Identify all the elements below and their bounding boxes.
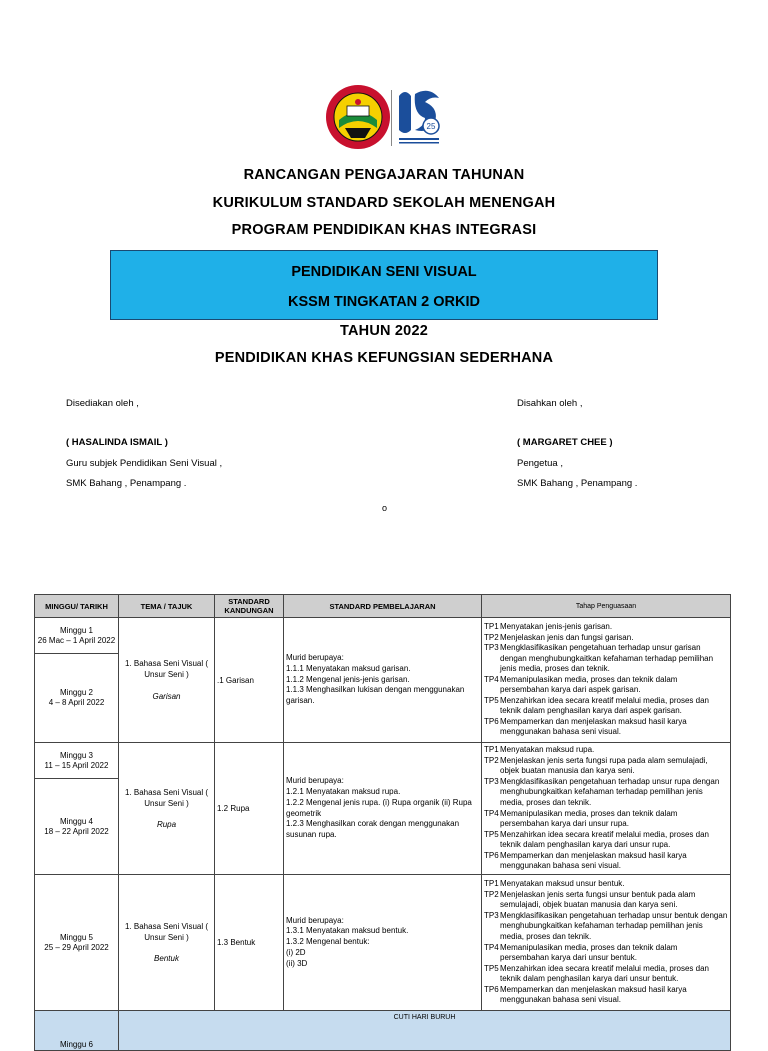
- tema-text: 1. Bahasa Seni Visual ( Unsur Seni ): [124, 659, 208, 680]
- tp-text: Menjelaskan jenis dan fungsi garisan.: [500, 632, 634, 642]
- standard-pembelajaran-cell: [284, 618, 482, 743]
- tp-text: Menzahirkan idea secara kreatif melalui media, proses dan teknik dalam penghasilan karya dari unsur rupa.: [500, 829, 709, 850]
- tp-code: TP1: [484, 879, 499, 889]
- tp-code: TP4: [484, 808, 499, 818]
- standard-kandungan-cell: 1.3 Bentuk: [215, 875, 284, 1011]
- prepared-by-role: Guru subjek Pendidikan Seni Visual ,: [66, 458, 223, 469]
- week-date: 4 – 8 April 2022: [48, 698, 105, 707]
- tp-text: Menyatakan maksud unsur bentuk.: [500, 879, 625, 889]
- table-header-row: [35, 595, 731, 618]
- tp-text: Memanipulasikan media, proses dan teknik dalam persembahan karya dari unsur rupa.: [500, 808, 678, 829]
- header-tema: TEMA / TAJUK: [119, 595, 215, 618]
- tp-code: TP2: [484, 755, 499, 765]
- sp-line: Murid berupaya:: [286, 915, 344, 925]
- tema-topic: Bentuk: [154, 954, 179, 964]
- header-tahap-penguasaan: Tahap Penguasaan: [482, 595, 731, 618]
- tp-item: [484, 622, 728, 633]
- tp-code: TP5: [484, 695, 499, 705]
- tp-code: TP6: [484, 984, 499, 994]
- tp-item: [484, 911, 728, 943]
- class-name: KSSM TINGKATAN 2 ORKID: [288, 294, 480, 310]
- week-cell: [35, 743, 119, 779]
- title-rancangan: RANCANGAN PENGAJARAN TAHUNAN: [243, 167, 525, 183]
- week-title: Minggu 5: [60, 932, 93, 942]
- tema-text: 1. Bahasa Seni Visual ( Unsur Seni ): [124, 921, 208, 942]
- standard-kandungan-cell: 1.2 Rupa: [215, 743, 284, 875]
- sp-line: 1.1.3 Menghasilkan lukisan dengan menggunakan garisan.: [286, 685, 465, 706]
- table-row: [35, 618, 731, 654]
- school-crest-logo: [325, 84, 391, 150]
- tahap-penguasaan-cell: [482, 743, 731, 875]
- sp-line: Murid berupaya:: [286, 653, 344, 662]
- subject-title-box: [110, 250, 658, 320]
- sp-line: 1.2.2 Mengenal jenis rupa. (i) Rupa organik (ii) Rupa geometrik: [286, 797, 472, 818]
- tp-text: Memanipulasikan media, proses dan teknik dalam persembahan karya dari aspek garisan.: [500, 674, 678, 695]
- tp-item: [484, 943, 728, 964]
- prepared-by-label: Disediakan oleh ,: [66, 398, 139, 409]
- approved-by-label: Disahkan oleh ,: [517, 398, 583, 409]
- week-title: Minggu 4: [60, 816, 93, 826]
- sp-line: (i) 2D: [286, 947, 306, 957]
- tp-text: Mengklasifikasikan pengetahuan terhadap unsur rupa dengan menghubungkaitkan kefahaman terhadap pemilihan jenis media, proses dan teknik.: [500, 776, 720, 807]
- holiday-week-title: Minggu 6: [60, 1040, 93, 1049]
- week-cell: [35, 618, 119, 654]
- logo-divider: [391, 90, 392, 146]
- week-date: 18 – 22 April 2022: [44, 826, 109, 836]
- tp-text: Mengklasifikasikan pengetahuan terhadap unsur garisan dengan menghubungkaitkan kefahaman terhadap pemilihan jenis media, proses dan teknik.: [500, 643, 714, 674]
- standard-pembelajaran-cell: [284, 875, 482, 1011]
- tp-text: Menyatakan maksud rupa.: [500, 745, 595, 755]
- tp-text: Mengklasifikasikan pengetahuan terhadap unsur bentuk dengan menghubungkaitkan kefahaman terhadap pemilihan jenis media, proses dan teknik.: [500, 910, 728, 941]
- week-title: Minggu 2: [60, 688, 93, 697]
- subject-name: PENDIDIKAN SENI VISUAL: [291, 264, 477, 280]
- week-cell: [35, 654, 119, 743]
- tema-topic: Garisan: [152, 691, 181, 701]
- tema-cell: [119, 618, 215, 743]
- sp-line: 1.1.2 Mengenal jenis-jenis garisan.: [286, 674, 410, 684]
- approved-by-name: ( MARGARET CHEE ): [517, 437, 613, 448]
- tp-text: Menyatakan jenis-jenis garisan.: [500, 621, 613, 631]
- tp-text: Memanipulasikan media, proses dan teknik dalam persembahan karya dari unsur bentuk.: [500, 942, 678, 963]
- tp-code: TP3: [484, 910, 499, 920]
- tp-code: TP5: [484, 963, 499, 973]
- prepared-by-name: ( HASALINDA ISMAIL ): [66, 437, 168, 448]
- title-program: PROGRAM PENDIDIKAN KHAS INTEGRASI: [231, 222, 537, 238]
- tp-item: [484, 777, 728, 809]
- tema-topic: Rupa: [156, 820, 177, 830]
- tp-item: [484, 964, 728, 985]
- week-cell: [35, 779, 119, 875]
- program-subtitle: PENDIDIKAN KHAS KEFUNGSIAN SEDERHANA: [214, 350, 554, 366]
- approved-by-school: SMK Bahang , Penampang .: [517, 478, 638, 489]
- tp-item: [484, 879, 728, 890]
- table-row: [35, 743, 731, 779]
- tp-item: [484, 851, 728, 872]
- tema-text: 1. Bahasa Seni Visual ( Unsur Seni ): [124, 787, 208, 808]
- approved-by-role: Pengetua ,: [517, 458, 563, 469]
- standard-kandungan-cell: .1 Garisan: [215, 618, 284, 743]
- tp-item: [484, 696, 728, 717]
- header-standard-pembelajaran: STANDARD PEMBELAJARAN: [284, 595, 482, 618]
- yearly-plan-table: [34, 594, 731, 1051]
- holiday-text: CUTI HARI BURUH: [393, 1014, 456, 1021]
- tp-code: TP2: [484, 889, 499, 899]
- year-title: TAHUN 2022: [340, 323, 428, 339]
- sp-line: 1.3.1 Menyatakan maksud bentuk.: [286, 926, 409, 936]
- tp-text: Mempamerkan dan menjelaskan maksud hasil karya menggunakan bahasa seni visual.: [500, 850, 687, 871]
- tp-item: [484, 745, 728, 756]
- tp-text: Mempamerkan dan menjelaskan maksud hasil karya menggunakan bahasa seni visual.: [500, 984, 687, 1005]
- tp-code: TP2: [484, 632, 499, 642]
- tp-text: Menzahirkan idea secara kreatif melalui media, proses dan teknik dalam penghasilan karya dari aspek garisan.: [500, 695, 709, 716]
- logo-badge-text: 25: [426, 122, 436, 131]
- tahap-penguasaan-cell: [482, 875, 731, 1011]
- tema-cell: [119, 875, 215, 1011]
- week-date: 26 Mac – 1 April 2022: [37, 635, 116, 645]
- tp-code: TP6: [484, 716, 499, 726]
- holiday-text-cell: [119, 1011, 731, 1051]
- tp-code: TP1: [484, 621, 499, 631]
- logo-area: [0, 84, 768, 164]
- tp-text: Menjelaskan jenis serta fungsi rupa pada alam semulajadi, objek buatan manusia dan karya seni.: [500, 755, 708, 776]
- tp-item: [484, 830, 728, 851]
- standard-pembelajaran-cell: [284, 743, 482, 875]
- sp-line: 1.3.2 Mengenal bentuk:: [286, 937, 370, 947]
- pendidikan-khas-logo: [395, 86, 443, 146]
- week-cell: [35, 875, 119, 1011]
- tp-item: [484, 643, 728, 675]
- sp-line: 1.2.1 Menyatakan maksud rupa.: [286, 786, 401, 796]
- title-kurikulum: KURIKULUM STANDARD SEKOLAH MENENGAH: [212, 195, 556, 211]
- tema-cell: [119, 743, 215, 875]
- week-title: Minggu 1: [60, 625, 93, 635]
- tp-item: [484, 756, 728, 777]
- tp-code: TP5: [484, 829, 499, 839]
- tp-code: TP3: [484, 776, 499, 786]
- sp-line: (ii) 3D: [286, 958, 308, 968]
- week-date: 11 – 15 April 2022: [44, 760, 109, 770]
- sp-line: 1.1.1 Menyatakan maksud garisan.: [286, 663, 411, 673]
- tp-text: Menzahirkan idea secara kreatif melalui media, proses dan teknik dalam penghasilan karya dari unsur bentuk.: [500, 963, 709, 984]
- prepared-by-school: SMK Bahang , Penampang .: [66, 478, 187, 489]
- tp-code: TP3: [484, 643, 499, 653]
- page-marker: o: [382, 503, 388, 513]
- sp-line: 1.2.3 Menghasilkan corak dengan menggunakan susunan rupa.: [286, 819, 460, 840]
- header-standard-kandungan: STANDARD KANDUNGAN: [215, 595, 284, 618]
- header-minggu: MINGGU/ TARIKH: [35, 595, 119, 618]
- holiday-week-cell: [35, 1011, 119, 1051]
- tp-code: TP1: [484, 745, 499, 755]
- week-title: Minggu 3: [60, 750, 93, 760]
- tp-text: Menjelaskan jenis serta fungsi unsur bentuk pada alam semulajadi, objek buatan manusia dan karya seni.: [500, 889, 696, 910]
- tp-item: [484, 633, 728, 644]
- tahap-penguasaan-cell: [482, 618, 731, 743]
- tp-text: Mempamerkan dan menjelaskan maksud hasil karya menggunakan bahasa seni visual.: [500, 716, 687, 737]
- table-row: [35, 875, 731, 1011]
- tp-item: [484, 890, 728, 911]
- tp-item: [484, 809, 728, 830]
- tp-code: TP4: [484, 674, 499, 684]
- sp-line: Murid berupaya:: [286, 776, 344, 786]
- week-date: 25 – 29 April 2022: [44, 942, 109, 952]
- tp-item: [484, 675, 728, 696]
- tp-item: [484, 717, 728, 738]
- tp-code: TP6: [484, 850, 499, 860]
- tp-item: [484, 985, 728, 1006]
- tp-code: TP4: [484, 942, 499, 952]
- holiday-row: [35, 1011, 731, 1051]
